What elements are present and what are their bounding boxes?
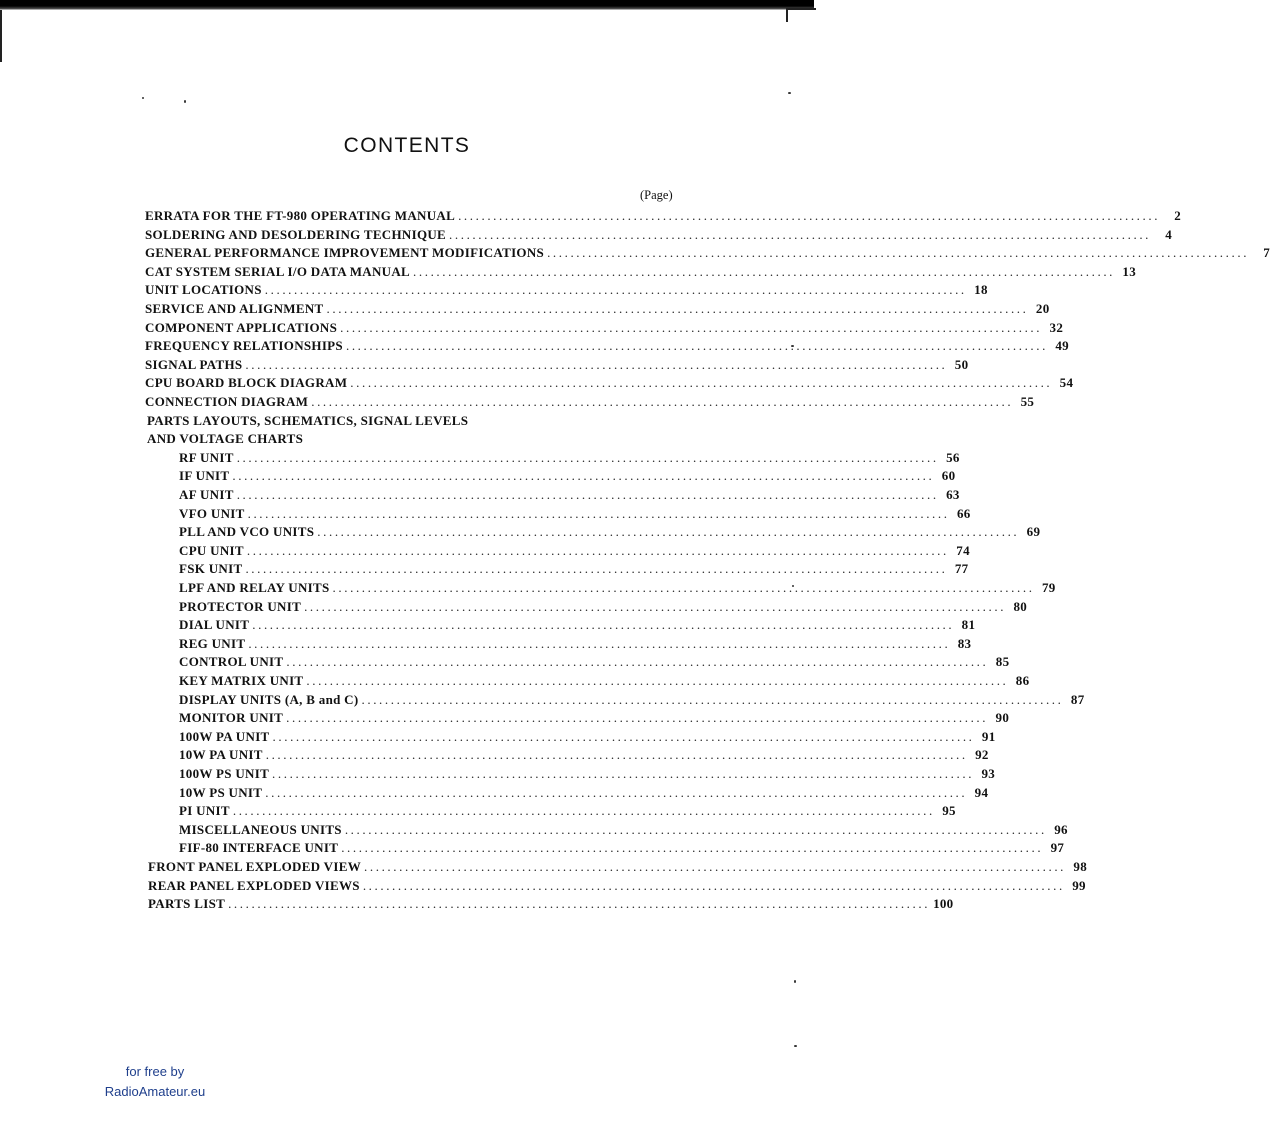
leader-dots: ........................................................................................................................ [317, 524, 1020, 540]
toc-entry-label: GENERAL PERFORMANCE IMPROVEMENT MODIFICATIONS [145, 245, 545, 261]
scan-speck [794, 980, 796, 983]
page-title: CONTENTS [343, 134, 471, 157]
toc-entry-page: 55 [1020, 394, 1035, 409]
leader-dots: ........................................................................................................................ [350, 375, 1053, 391]
toc-entry-label: CPU BOARD BLOCK DIAGRAM [145, 375, 348, 391]
leader-dots: ........................................................................................................................ [265, 747, 968, 763]
toc-entry-page: 69 [1026, 524, 1041, 540]
leader-dots: ........................................................................................................................ [332, 580, 1035, 595]
toc-entry-page: 96 [1054, 821, 1068, 837]
toc-entry-page: 91 [981, 728, 996, 744]
toc-entry [179, 558, 969, 577]
toc-entry [148, 856, 1088, 875]
toc-entry-label: FSK UNIT [179, 561, 243, 577]
toc-entry-label: CONTROL UNIT [179, 654, 284, 670]
leader-dots: ........................................................................................................................ [228, 896, 931, 912]
leader-dots: ........................................................................................................................ [246, 542, 949, 558]
leader-dots: ........................................................................................................................ [232, 468, 935, 484]
toc-entry-label: DISPLAY UNITS (A, B and C) [179, 691, 359, 707]
toc-entry [179, 503, 971, 522]
leader-dots: ........................................................................................................................ [264, 282, 967, 298]
toc-entry-page: 74 [956, 542, 970, 558]
leader-dots: ........................................................................................................................ [286, 654, 989, 670]
leader-dots: ........................................................................................................................ [286, 710, 989, 726]
toc-entry-page: 4 [1165, 226, 1173, 242]
toc-entry-page: 79 [1041, 580, 1056, 595]
toc-entry-label: SIGNAL PATHS [145, 356, 243, 372]
toc-entry [179, 670, 1030, 689]
toc-entry [145, 298, 1050, 317]
leader-dots: ........................................................................................................................ [247, 505, 950, 521]
toc-entry [179, 521, 1041, 540]
leader-dots: ........................................................................................................................ [232, 803, 935, 819]
toc-entry-page: 50 [954, 356, 969, 372]
toc-entry-label: 10W PS UNIT [179, 784, 263, 800]
leader-dots: ........................................................................................................................ [449, 226, 1152, 242]
toc-entry [179, 726, 996, 745]
toc-entry-label: PLL AND VCO UNITS [179, 524, 315, 540]
toc-entry-label: REAR PANEL EXPLODED VIEWS [148, 877, 360, 893]
toc-entry-page: 49 [1055, 338, 1069, 354]
toc-entry-label: MISCELLANEOUS UNITS [179, 821, 342, 837]
toc-entry [179, 707, 1010, 726]
toc-entry-label: CONNECTION DIAGRAM [145, 394, 309, 409]
toc-entry-label: VFO UNIT [179, 505, 245, 521]
toc-entry-page: 56 [946, 449, 960, 465]
toc-entry-page: 63 [946, 487, 960, 502]
toc-entry [145, 261, 1137, 280]
toc-entry [179, 782, 989, 801]
toc-entry-page: 87 [1070, 691, 1085, 707]
toc-entry [179, 577, 1056, 596]
toc-entry-page: 95 [942, 803, 956, 819]
leader-dots: ........................................................................................................................ [345, 338, 1048, 354]
toc-entry [145, 335, 1069, 354]
watermark-footer [90, 1062, 220, 1102]
toc-entry-page: 81 [961, 617, 976, 633]
toc-entry [145, 205, 1182, 224]
toc-entry-label: LPF AND RELAY UNITS [179, 580, 330, 595]
leader-dots: ........................................................................................................................ [265, 784, 968, 800]
toc-entry [179, 484, 960, 503]
toc-entry [145, 317, 1064, 336]
toc-entry [179, 837, 1065, 856]
page-column-header: (Page) [640, 188, 673, 202]
toc-entry [145, 391, 1035, 410]
toc-entry [179, 614, 976, 633]
leader-dots: ........................................................................................................................ [236, 487, 939, 502]
toc-entry-page: 66 [957, 505, 971, 521]
toc-entry [145, 224, 1173, 243]
scan-speck [142, 97, 144, 99]
toc-entry-label: PROTECTOR UNIT [179, 598, 302, 614]
toc-entry [145, 354, 969, 373]
toc-entry [179, 651, 1010, 670]
toc-entry-label: SOLDERING AND DESOLDERING TECHNIQUE [145, 226, 447, 242]
toc-entry [179, 633, 972, 652]
toc-entry-page: 2 [1174, 208, 1182, 223]
toc-entry [179, 800, 956, 819]
toc-entry-page: 97 [1050, 840, 1065, 856]
toc-entry [179, 689, 1085, 708]
leader-dots: ........................................................................................................................ [547, 245, 1250, 261]
leader-dots: ........................................................................................................................ [341, 840, 1044, 856]
toc-entry-label: REG UNIT [179, 635, 246, 651]
scan-left-edge [0, 10, 2, 62]
toc-entry [179, 763, 996, 782]
toc-entry-label: CAT SYSTEM SERIAL I/O DATA MANUAL [145, 263, 411, 279]
leader-dots: ........................................................................................................................ [326, 301, 1029, 316]
leader-dots: ........................................................................................................................ [245, 561, 948, 577]
toc-entry-page: 32 [1049, 319, 1064, 335]
toc-entry [148, 893, 954, 912]
toc-entry-label: COMPONENT APPLICATIONS [145, 319, 338, 335]
toc-entry-label: PI UNIT [179, 803, 230, 819]
toc-entry-label: 10W PA UNIT [179, 747, 263, 763]
footer-link[interactable]: RadioAmateur.eu [104, 1084, 206, 1099]
toc-entry-page: 83 [957, 635, 972, 651]
toc-entry [179, 744, 989, 763]
toc-entry [145, 279, 988, 298]
toc-entry-label: FREQUENCY RELATIONSHIPS [145, 338, 343, 354]
leader-dots: ........................................................................................................................ [458, 208, 1161, 223]
toc-entry-label: PARTS LIST [148, 896, 226, 912]
toc-entry-page: 7 [1263, 245, 1270, 261]
footer-line-1: for free by [125, 1064, 185, 1079]
toc-entry-label: IF UNIT [179, 468, 230, 484]
toc-entry [179, 819, 1068, 838]
toc-entry-page: 99 [1072, 877, 1086, 893]
toc-entry-label: RF UNIT [179, 449, 234, 465]
leader-dots: ........................................................................................................................ [236, 449, 939, 465]
toc-entry-page: 60 [941, 468, 956, 484]
leader-dots: ........................................................................................................................ [304, 598, 1007, 614]
leader-dots: ........................................................................................................................ [362, 877, 1065, 893]
toc-entry-page: 92 [975, 747, 989, 763]
toc-entry-page: 13 [1122, 263, 1137, 279]
scan-top-edge [0, 0, 814, 10]
toc-entry-label: FRONT PANEL EXPLODED VIEW [148, 859, 362, 874]
leader-dots: ........................................................................................................................ [248, 635, 951, 651]
scan-corner-mark [786, 8, 816, 22]
leader-dots: ........................................................................................................................ [361, 691, 1064, 707]
toc-entry-page: 18 [974, 282, 988, 298]
toc-entry-label: UNIT LOCATIONS [145, 282, 262, 298]
leader-dots: ........................................................................................................................ [344, 821, 1047, 837]
toc-entry-label: DIAL UNIT [179, 617, 250, 633]
leader-dots: ........................................................................................................................ [272, 728, 975, 744]
toc-entry-label: MONITOR UNIT [179, 710, 284, 726]
leader-dots: ........................................................................................................................ [364, 859, 1067, 874]
leader-dots: ........................................................................................................................ [340, 319, 1043, 335]
toc-entry-label: SERVICE AND ALIGNMENT [145, 301, 324, 316]
toc-entry [179, 447, 960, 466]
toc-entry [145, 372, 1074, 391]
toc-entry-page: 94 [974, 784, 989, 800]
toc-entry [145, 242, 1270, 261]
toc-entry-page: 20 [1035, 301, 1050, 316]
toc-entry-page: 90 [995, 710, 1010, 726]
toc-entry-label: 100W PS UNIT [179, 766, 270, 781]
leader-dots: ........................................................................................................................ [245, 356, 948, 372]
toc-entry-page: 100 [933, 896, 954, 912]
toc-entry-page: 80 [1013, 598, 1028, 614]
toc-entry-page: 98 [1073, 859, 1088, 874]
leader-dots: ........................................................................................................................ [252, 617, 955, 633]
toc-entry-label: AF UNIT [179, 487, 234, 502]
toc-entry-label: 100W PA UNIT [179, 728, 270, 744]
toc-entry-page: 93 [981, 766, 996, 781]
toc-entry-label: FIF-80 INTERFACE UNIT [179, 840, 339, 856]
toc-entry [148, 875, 1086, 894]
section-heading: AND VOLTAGE CHARTS [147, 431, 304, 447]
toc-entry-page: 54 [1059, 375, 1074, 391]
leader-dots: ........................................................................................................................ [311, 394, 1014, 409]
toc-entry-label: ERRATA FOR THE FT-980 OPERATING MANUAL [145, 208, 456, 223]
leader-dots: ........................................................................................................................ [306, 673, 1009, 688]
scan-speck [794, 1045, 797, 1047]
toc-entry [179, 596, 1028, 615]
leader-dots: ........................................................................................................................ [413, 263, 1116, 279]
toc-entry [179, 540, 970, 559]
toc-entry-page: 77 [954, 561, 969, 577]
toc-entry [179, 465, 956, 484]
leader-dots: ........................................................................................................................ [272, 766, 975, 781]
toc-entry-label: CPU UNIT [179, 542, 244, 558]
toc-entry-label: KEY MATRIX UNIT [179, 673, 304, 688]
scan-speck [788, 92, 791, 94]
scan-speck [184, 100, 186, 103]
toc-entry-page: 86 [1015, 673, 1030, 688]
toc-entry-page: 85 [995, 654, 1010, 670]
section-heading: PARTS LAYOUTS, SCHEMATICS, SIGNAL LEVELS [147, 412, 469, 428]
